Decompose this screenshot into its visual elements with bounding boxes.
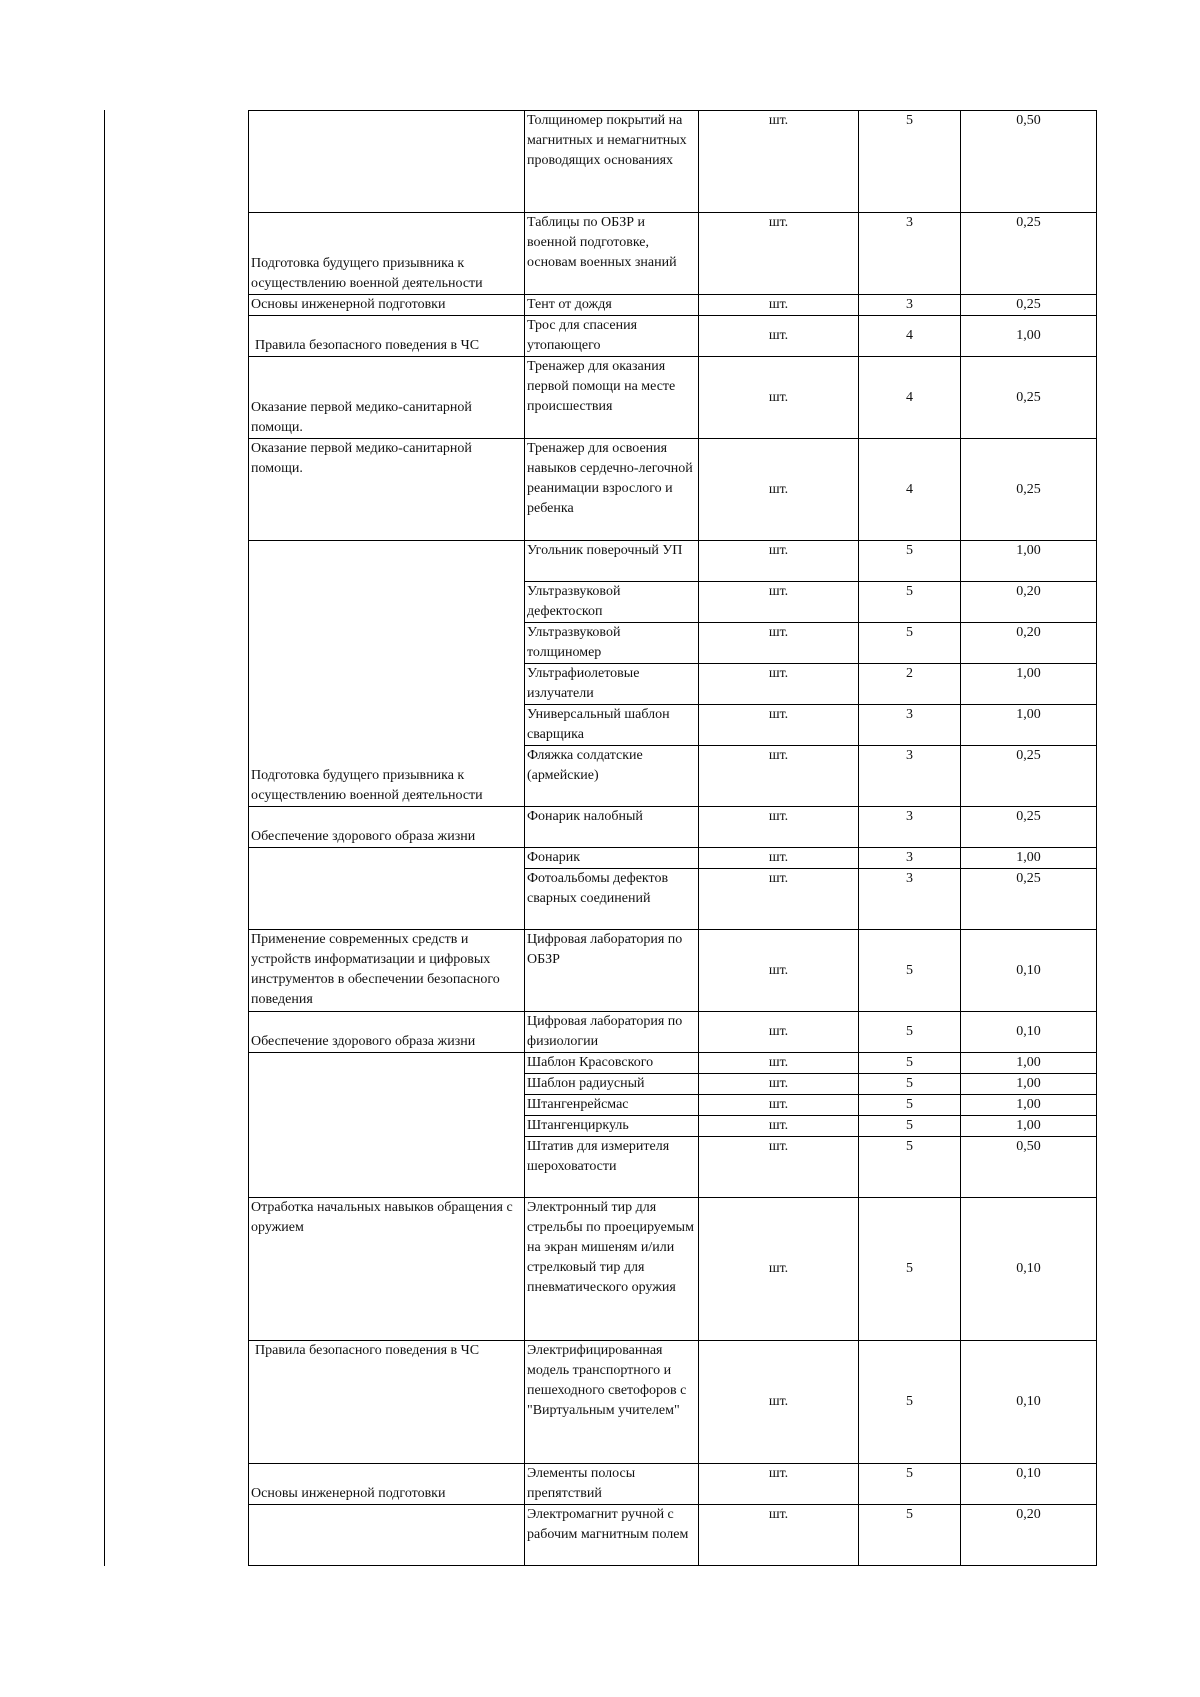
unit-cell: шт. bbox=[699, 1137, 859, 1198]
qty-cell: 5 bbox=[859, 1074, 961, 1095]
qty-cell: 5 bbox=[859, 1137, 961, 1198]
unit-cell: шт. bbox=[699, 1464, 859, 1505]
value-cell: 0,10 bbox=[961, 930, 1097, 1012]
unit-cell: шт. bbox=[699, 295, 859, 316]
qty-cell: 5 bbox=[859, 1012, 961, 1053]
qty-cell: 5 bbox=[859, 623, 961, 664]
unit-cell: шт. bbox=[699, 869, 859, 930]
value-cell: 0,25 bbox=[961, 807, 1097, 848]
qty-cell: 4 bbox=[859, 357, 961, 439]
table-row bbox=[249, 1341, 1097, 1464]
item-cell: Ультрафиолетовые излучатели bbox=[525, 664, 699, 705]
value-cell: 0,10 bbox=[961, 1464, 1097, 1505]
unit-cell: шт. bbox=[699, 848, 859, 869]
section-cell: Отработка начальных навыков обращения с оружием bbox=[249, 1198, 525, 1341]
item-cell: Угольник поверочный УП bbox=[525, 541, 699, 582]
item-cell: Элементы полосы препятствий bbox=[525, 1464, 699, 1505]
unit-cell: шт. bbox=[699, 1012, 859, 1053]
item-cell: Ультразвуковой дефектоскоп bbox=[525, 582, 699, 623]
item-cell: Фотоальбомы дефектов сварных соединений bbox=[525, 869, 699, 930]
unit-cell: шт. bbox=[699, 623, 859, 664]
section-cell: Обеспечение здорового образа жизни bbox=[249, 1012, 525, 1053]
value-cell: 0,10 bbox=[961, 1012, 1097, 1053]
inventory-table bbox=[248, 110, 1097, 1566]
item-cell: Цифровая лаборатория по ОБЗР bbox=[525, 930, 699, 1012]
qty-cell: 5 bbox=[859, 1053, 961, 1074]
item-cell: Штангенрейсмас bbox=[525, 1095, 699, 1116]
qty-cell: 3 bbox=[859, 848, 961, 869]
qty-cell: 5 bbox=[859, 1505, 961, 1566]
value-cell: 0,25 bbox=[961, 439, 1097, 541]
value-cell: 0,20 bbox=[961, 623, 1097, 664]
item-cell: Штатив для измерителя шероховатости bbox=[525, 1137, 699, 1198]
value-cell: 1,00 bbox=[961, 316, 1097, 357]
qty-cell: 5 bbox=[859, 541, 961, 582]
table-row bbox=[249, 1464, 1097, 1505]
qty-cell: 5 bbox=[859, 111, 961, 213]
unit-cell: шт. bbox=[699, 705, 859, 746]
unit-cell: шт. bbox=[699, 1198, 859, 1341]
value-cell: 0,10 bbox=[961, 1198, 1097, 1341]
unit-cell: шт. bbox=[699, 541, 859, 582]
item-cell: Тренажер для освоения навыков сердечно-легочной реанимации взрослого и ребенка bbox=[525, 439, 699, 541]
value-cell: 1,00 bbox=[961, 1074, 1097, 1095]
item-cell: Электронный тир для стрельбы по проецируемым на экран мишеням и/или стрелковый тир для пневматического оружия bbox=[525, 1198, 699, 1341]
table-row bbox=[249, 848, 1097, 869]
unit-cell: шт. bbox=[699, 357, 859, 439]
section-cell: Применение современных средств и устройств информатизации и цифровых инструментов в обеспечении безопасного поведения bbox=[249, 930, 525, 1012]
section-cell bbox=[249, 111, 525, 213]
unit-cell: шт. bbox=[699, 439, 859, 541]
item-cell: Ультразвуковой толщиномер bbox=[525, 623, 699, 664]
table-row bbox=[249, 1505, 1097, 1566]
section-cell: Подготовка будущего призывника к осуществлению военной деятельности bbox=[249, 541, 525, 807]
item-cell: Трос для спасения утопающего bbox=[525, 316, 699, 357]
item-cell: Универсальный шаблон сварщика bbox=[525, 705, 699, 746]
unit-cell: шт. bbox=[699, 664, 859, 705]
qty-cell: 4 bbox=[859, 439, 961, 541]
unit-cell: шт. bbox=[699, 582, 859, 623]
value-cell: 1,00 bbox=[961, 541, 1097, 582]
section-cell: Основы инженерной подготовки bbox=[249, 1464, 525, 1505]
unit-cell: шт. bbox=[699, 111, 859, 213]
section-cell: Оказание первой медико-санитарной помощи. bbox=[249, 357, 525, 439]
section-cell: Обеспечение здорового образа жизни bbox=[249, 807, 525, 848]
table-row bbox=[249, 357, 1097, 439]
section-cell: Правила безопасного поведения в ЧС bbox=[249, 1341, 525, 1464]
unit-cell: шт. bbox=[699, 807, 859, 848]
qty-cell: 3 bbox=[859, 213, 961, 295]
item-cell: Фляжка солдатские (армейские) bbox=[525, 746, 699, 807]
value-cell: 0,25 bbox=[961, 746, 1097, 807]
item-cell: Тент от дождя bbox=[525, 295, 699, 316]
qty-cell: 5 bbox=[859, 1341, 961, 1464]
qty-cell: 5 bbox=[859, 1464, 961, 1505]
value-cell: 1,00 bbox=[961, 848, 1097, 869]
qty-cell: 5 bbox=[859, 582, 961, 623]
unit-cell: шт. bbox=[699, 746, 859, 807]
table-row bbox=[249, 1012, 1097, 1053]
item-cell: Электромагнит ручной с рабочим магнитным полем bbox=[525, 1505, 699, 1566]
left-margin-rule bbox=[104, 110, 105, 1566]
table-row bbox=[249, 111, 1097, 213]
section-cell: Оказание первой медико-санитарной помощи. bbox=[249, 439, 525, 541]
table-row bbox=[249, 316, 1097, 357]
table-row bbox=[249, 213, 1097, 295]
value-cell: 1,00 bbox=[961, 1053, 1097, 1074]
qty-cell: 3 bbox=[859, 705, 961, 746]
item-cell: Цифровая лаборатория по физиологии bbox=[525, 1012, 699, 1053]
unit-cell: шт. bbox=[699, 1095, 859, 1116]
qty-cell: 5 bbox=[859, 1116, 961, 1137]
qty-cell: 5 bbox=[859, 1198, 961, 1341]
qty-cell: 3 bbox=[859, 807, 961, 848]
section-cell: Подготовка будущего призывника к осуществлению военной деятельности bbox=[249, 213, 525, 295]
section-cell: Правила безопасного поведения в ЧС bbox=[249, 316, 525, 357]
value-cell: 1,00 bbox=[961, 705, 1097, 746]
section-cell bbox=[249, 1053, 525, 1198]
value-cell: 1,00 bbox=[961, 664, 1097, 705]
value-cell: 0,50 bbox=[961, 1137, 1097, 1198]
value-cell: 0,20 bbox=[961, 582, 1097, 623]
table-row bbox=[249, 541, 1097, 582]
item-cell: Штангенциркуль bbox=[525, 1116, 699, 1137]
section-cell: Основы инженерной подготовки bbox=[249, 295, 525, 316]
value-cell: 0,25 bbox=[961, 357, 1097, 439]
section-cell bbox=[249, 1505, 525, 1566]
value-cell: 1,00 bbox=[961, 1095, 1097, 1116]
qty-cell: 5 bbox=[859, 930, 961, 1012]
qty-cell: 3 bbox=[859, 746, 961, 807]
value-cell: 0,10 bbox=[961, 1341, 1097, 1464]
unit-cell: шт. bbox=[699, 1116, 859, 1137]
qty-cell: 3 bbox=[859, 295, 961, 316]
unit-cell: шт. bbox=[699, 1341, 859, 1464]
section-cell bbox=[249, 848, 525, 930]
unit-cell: шт. bbox=[699, 316, 859, 357]
value-cell: 0,25 bbox=[961, 869, 1097, 930]
item-cell: Электрифицированная модель транспортного и пешеходного светофоров с "Виртуальным учителем" bbox=[525, 1341, 699, 1464]
item-cell: Фонарик налобный bbox=[525, 807, 699, 848]
unit-cell: шт. bbox=[699, 1074, 859, 1095]
value-cell: 0,20 bbox=[961, 1505, 1097, 1566]
table-row bbox=[249, 1198, 1097, 1341]
table-row bbox=[249, 1053, 1097, 1074]
item-cell: Толщиномер покрытий на магнитных и немагнитных проводящих основаниях bbox=[525, 111, 699, 213]
unit-cell: шт. bbox=[699, 1053, 859, 1074]
item-cell: Шаблон радиусный bbox=[525, 1074, 699, 1095]
table-row bbox=[249, 295, 1097, 316]
item-cell: Таблицы по ОБЗР и военной подготовке, основам военных знаний bbox=[525, 213, 699, 295]
item-cell: Тренажер для оказания первой помощи на месте происшествия bbox=[525, 357, 699, 439]
unit-cell: шт. bbox=[699, 1505, 859, 1566]
table-row bbox=[249, 807, 1097, 848]
unit-cell: шт. bbox=[699, 213, 859, 295]
qty-cell: 2 bbox=[859, 664, 961, 705]
unit-cell: шт. bbox=[699, 930, 859, 1012]
item-cell: Шаблон Красовского bbox=[525, 1053, 699, 1074]
value-cell: 0,25 bbox=[961, 295, 1097, 316]
qty-cell: 3 bbox=[859, 869, 961, 930]
item-cell: Фонарик bbox=[525, 848, 699, 869]
value-cell: 0,50 bbox=[961, 111, 1097, 213]
qty-cell: 4 bbox=[859, 316, 961, 357]
table-row bbox=[249, 930, 1097, 1012]
value-cell: 0,25 bbox=[961, 213, 1097, 295]
value-cell: 1,00 bbox=[961, 1116, 1097, 1137]
qty-cell: 5 bbox=[859, 1095, 961, 1116]
table-row bbox=[249, 439, 1097, 541]
